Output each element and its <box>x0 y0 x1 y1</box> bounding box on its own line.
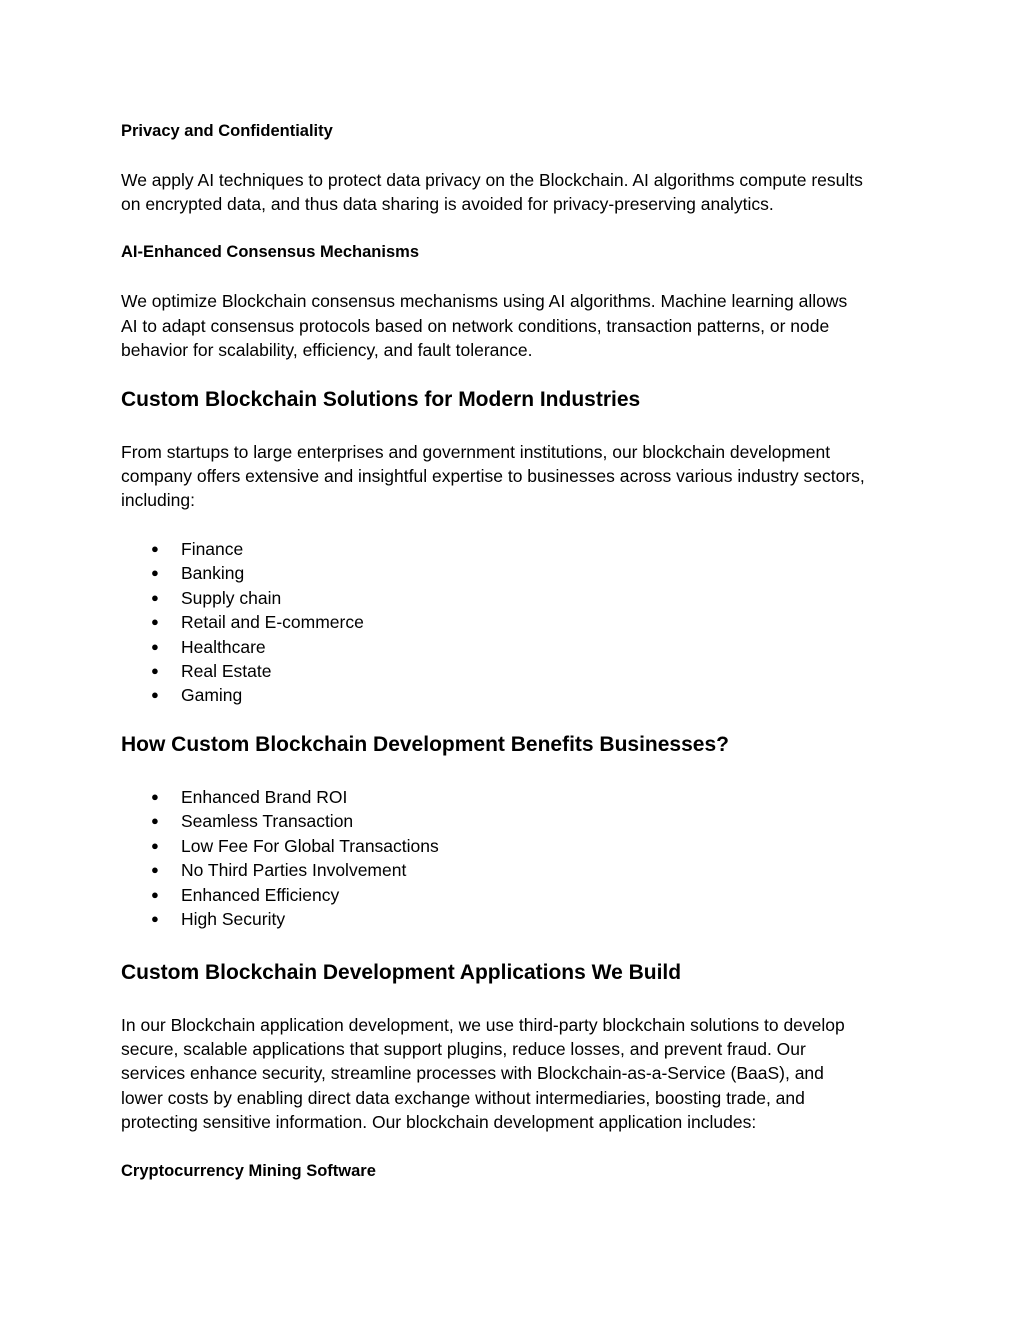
heading-mining: Cryptocurrency Mining Software <box>121 1162 376 1180</box>
paragraph-line: We apply AI techniques to protect data privacy on the Blockchain. AI algorithms compute results <box>121 170 863 190</box>
bullet-icon: ● <box>151 886 159 902</box>
bullet-icon: ● <box>151 565 159 581</box>
paragraph-line: on encrypted data, and thus data sharing is avoided for privacy-preserving analytics. <box>121 194 774 214</box>
paragraph-line: secure, scalable applications that support plugins, reduce losses, and prevent fraud. Our <box>121 1039 806 1059</box>
bullet-icon: ● <box>151 837 159 853</box>
paragraph-line: lower costs by enabling direct data exchange without intermediaries, boosting trade, and <box>121 1088 805 1108</box>
bullet-icon: ● <box>151 687 159 703</box>
bullet-icon: ● <box>151 541 159 556</box>
heading-benefits: How Custom Blockchain Development Benefits Businesses? <box>121 733 729 756</box>
bullet-icon: ● <box>151 638 159 654</box>
paragraph-line: AI to adapt consensus protocols based on network conditions, transaction patterns, or node <box>121 316 830 336</box>
bullet-icon: ● <box>151 789 159 804</box>
paragraph-line: From startups to large enterprises and government institutions, our blockchain development <box>121 442 831 462</box>
bullet-icon: ● <box>151 862 159 878</box>
bullet-icon: ● <box>151 662 159 678</box>
heading-applications: Custom Blockchain Development Applications We Build <box>121 961 682 984</box>
bullet-icon: ● <box>151 589 159 605</box>
bullet-icon: ● <box>151 614 159 630</box>
bullet-icon: ● <box>151 813 159 829</box>
heading-industries: Custom Blockchain Solutions for Modern Industries <box>121 388 641 411</box>
paragraph-line: including: <box>121 490 195 510</box>
bullet-icon: ● <box>151 910 159 926</box>
heading-privacy: Privacy and Confidentiality <box>121 122 333 140</box>
paragraph-line: protecting sensitive information. Our blockchain development application includes: <box>121 1112 757 1132</box>
paragraph-line: We optimize Blockchain consensus mechanisms using AI algorithms. Machine learning allows <box>121 291 848 311</box>
paragraph-line: company offers extensive and insightful expertise to businesses across various industry sectors, <box>121 466 865 486</box>
heading-consensus: AI-Enhanced Consensus Mechanisms <box>121 243 419 261</box>
paragraph-line: services enhance security, streamline processes with Blockchain-as-a-Service (BaaS), and <box>121 1063 824 1083</box>
paragraph-line: In our Blockchain application development, we use third-party blockchain solutions to develop <box>121 1015 845 1035</box>
paragraph-line: behavior for scalability, efficiency, and fault tolerance. <box>121 340 533 360</box>
